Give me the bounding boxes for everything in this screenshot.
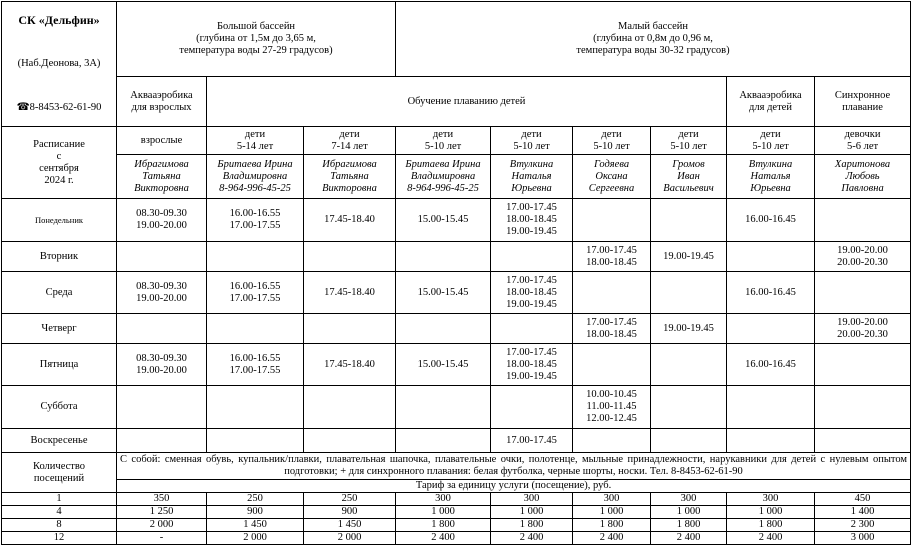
time-cell: 16.00-16.55 17.00-17.55 xyxy=(207,344,304,386)
time-cell: 19.00-20.00 20.00-20.30 xyxy=(815,242,911,272)
price-cell: 2 300 xyxy=(815,519,911,532)
price-cell: 350 xyxy=(117,493,207,506)
schedule-row-sunday xyxy=(2,429,911,453)
big-pool-name: Большой бассейн xyxy=(216,21,296,32)
trainers-row xyxy=(2,155,911,199)
program-aqua-kids: Аквааэробика для детей xyxy=(727,77,815,127)
small-pool-name: Малый бассейн xyxy=(618,21,689,32)
time-cell: 10.00-10.45 11.00-11.45 12.00-12.45 xyxy=(573,386,651,429)
price-cell: 1 800 xyxy=(573,519,651,532)
price-cell: 300 xyxy=(727,493,815,506)
time-cell: 15.00-15.45 xyxy=(396,199,491,242)
small-pool-header xyxy=(396,2,911,77)
price-cell: 900 xyxy=(207,506,304,519)
price-cell: 1 400 xyxy=(815,506,911,519)
price-cell: 2 000 xyxy=(117,519,207,532)
schedule-row-friday xyxy=(2,344,911,386)
time-cell xyxy=(573,429,651,453)
time-cell: 16.00-16.45 xyxy=(727,199,815,242)
org-info xyxy=(2,2,117,127)
day-label: Воскресенье xyxy=(2,429,117,453)
schedule-row-thursday xyxy=(2,314,911,344)
price-cell: 1 450 xyxy=(304,519,396,532)
time-cell xyxy=(117,242,207,272)
time-cell xyxy=(207,314,304,344)
time-cell xyxy=(304,314,396,344)
time-cell: 16.00-16.55 17.00-17.55 xyxy=(207,199,304,242)
big-pool-details: (глубина от 1,5м до 3,65 м, температура воды 27-29 градусов) xyxy=(179,33,333,56)
time-cell: 17.00-17.45 18.00-18.45 19.00-19.45 xyxy=(491,272,573,314)
day-label: Вторник xyxy=(2,242,117,272)
time-cell: 17.45-18.40 xyxy=(304,272,396,314)
time-cell xyxy=(815,199,911,242)
trainer-cell: Громов Иван Васильевич xyxy=(651,155,727,199)
big-pool-header xyxy=(117,2,396,77)
price-cell: 900 xyxy=(304,506,396,519)
price-cell: 300 xyxy=(491,493,573,506)
phone-number: 8-8453-62-61-90 xyxy=(29,102,102,113)
group-cell: дети 5-10 лет xyxy=(651,127,727,155)
schedule-table xyxy=(1,1,911,545)
org-name: СК «Дельфин» xyxy=(18,13,100,27)
price-cell: 250 xyxy=(207,493,304,506)
trainer-cell: Харитонова Любовь Павловна xyxy=(815,155,911,199)
program-kids-swim: Обучение плаванию детей xyxy=(207,77,727,127)
time-cell xyxy=(207,386,304,429)
time-cell xyxy=(304,386,396,429)
time-cell xyxy=(573,272,651,314)
schedule-row-monday xyxy=(2,199,911,242)
price-cell: 300 xyxy=(651,493,727,506)
price-row xyxy=(2,532,911,545)
trainer-cell: Ибрагимова Татьяна Викторовна xyxy=(117,155,207,199)
time-cell xyxy=(491,386,573,429)
programs-header-row xyxy=(2,77,911,127)
time-cell xyxy=(491,314,573,344)
price-cell: 300 xyxy=(396,493,491,506)
visits-count: 4 xyxy=(2,506,117,519)
group-cell: дети 5-10 лет xyxy=(573,127,651,155)
time-cell: 17.00-17.45 18.00-18.45 xyxy=(573,242,651,272)
time-cell: 16.00-16.45 xyxy=(727,344,815,386)
price-cell: 300 xyxy=(573,493,651,506)
price-cell: 1 800 xyxy=(727,519,815,532)
time-cell: 17.45-18.40 xyxy=(304,344,396,386)
group-cell: дети 5-10 лет xyxy=(491,127,573,155)
price-cell: 1 000 xyxy=(727,506,815,519)
group-cell: дети 5-10 лет xyxy=(727,127,815,155)
telephone-icon: ☎ xyxy=(16,102,30,113)
visits-count: 1 xyxy=(2,493,117,506)
price-row xyxy=(2,519,911,532)
program-aqua-adults: Аквааэробика для взрослых xyxy=(117,77,207,127)
time-cell: 16.00-16.55 17.00-17.55 xyxy=(207,272,304,314)
time-cell xyxy=(207,242,304,272)
price-row xyxy=(2,506,911,519)
price-cell: 1 800 xyxy=(396,519,491,532)
time-cell xyxy=(651,386,727,429)
tariff-header-row xyxy=(2,480,911,493)
time-cell xyxy=(651,272,727,314)
time-cell xyxy=(396,242,491,272)
price-cell: - xyxy=(117,532,207,545)
price-cell: 2 400 xyxy=(396,532,491,545)
price-cell: 2 000 xyxy=(207,532,304,545)
note-row xyxy=(2,453,911,480)
price-cell: 1 250 xyxy=(117,506,207,519)
price-cell: 1 800 xyxy=(651,519,727,532)
time-cell xyxy=(651,429,727,453)
time-cell xyxy=(396,386,491,429)
day-label: Четверг xyxy=(2,314,117,344)
org-address: (Наб.Деонова, 3А) xyxy=(17,58,101,69)
time-cell xyxy=(727,386,815,429)
day-label: Суббота xyxy=(2,386,117,429)
time-cell: 08.30-09.30 19.00-20.00 xyxy=(117,272,207,314)
price-row xyxy=(2,493,911,506)
time-cell: 17.00-17.45 18.00-18.45 xyxy=(573,314,651,344)
groups-row xyxy=(2,127,911,155)
time-cell xyxy=(651,344,727,386)
time-cell xyxy=(396,429,491,453)
price-cell: 2 400 xyxy=(651,532,727,545)
trainer-cell: Бритаева Ирина Владимировна 8-964-996-45-25 xyxy=(207,155,304,199)
time-cell xyxy=(815,344,911,386)
tariff-label: Тариф за единицу услуги (посещение), руб. xyxy=(117,480,911,493)
time-cell xyxy=(815,386,911,429)
price-cell: 3 000 xyxy=(815,532,911,545)
time-cell xyxy=(573,199,651,242)
time-cell xyxy=(491,242,573,272)
time-cell xyxy=(815,272,911,314)
time-cell xyxy=(727,242,815,272)
trainer-cell: Ибрагимова Татьяна Викторовна xyxy=(304,155,396,199)
day-label: Пятница xyxy=(2,344,117,386)
price-cell: 1 000 xyxy=(573,506,651,519)
time-cell xyxy=(207,429,304,453)
visits-count: 8 xyxy=(2,519,117,532)
time-cell: 16.00-16.45 xyxy=(727,272,815,314)
time-cell: 08.30-09.30 19.00-20.00 xyxy=(117,199,207,242)
trainer-cell: Бритаева Ирина Владимировна 8-964-996-45-25 xyxy=(396,155,491,199)
price-cell: 1 450 xyxy=(207,519,304,532)
time-cell: 19.00-20.00 20.00-20.30 xyxy=(815,314,911,344)
time-cell xyxy=(117,429,207,453)
time-cell: 19.00-19.45 xyxy=(651,314,727,344)
price-cell: 2 400 xyxy=(491,532,573,545)
trainer-cell: Втулкина Наталья Юрьевна xyxy=(491,155,573,199)
time-cell: 19.00-19.45 xyxy=(651,242,727,272)
small-pool-details: (глубина от 0,8м до 0,96 м, температура воды 30-32 градусов) xyxy=(576,33,730,56)
group-cell: девочки 5-6 лет xyxy=(815,127,911,155)
time-cell: 17.00-17.45 18.00-18.45 19.00-19.45 xyxy=(491,199,573,242)
visits-count: 12 xyxy=(2,532,117,545)
price-cell: 2 000 xyxy=(304,532,396,545)
price-cell: 250 xyxy=(304,493,396,506)
group-cell: дети 5-14 лет xyxy=(207,127,304,155)
time-cell xyxy=(727,429,815,453)
time-cell: 08.30-09.30 19.00-20.00 xyxy=(117,344,207,386)
price-cell: 450 xyxy=(815,493,911,506)
group-cell: дети 7-14 лет xyxy=(304,127,396,155)
time-cell xyxy=(727,314,815,344)
time-cell: 17.00-17.45 18.00-18.45 19.00-19.45 xyxy=(491,344,573,386)
time-cell xyxy=(396,314,491,344)
time-cell: 17.00-17.45 xyxy=(491,429,573,453)
time-cell: 17.45-18.40 xyxy=(304,199,396,242)
time-cell xyxy=(573,344,651,386)
price-cell: 1 800 xyxy=(491,519,573,532)
org-phone xyxy=(3,102,115,114)
items-to-bring-note: С собой: сменная обувь, купальник/плавки, плавательная шапочка, плавательные очки, полотенце, мыльные принадлежности, нарукавники для детей с нулевым опытом подготовки; + для синхронного плавания: белая футболка, черные шорты, носки. Тел. 8-8453-62-61-90 xyxy=(117,453,911,480)
program-synchro: Синхронное плавание xyxy=(815,77,911,127)
group-cell: взрослые xyxy=(117,127,207,155)
price-cell: 2 400 xyxy=(573,532,651,545)
price-cell: 2 400 xyxy=(727,532,815,545)
trainer-cell: Втулкина Наталья Юрьевна xyxy=(727,155,815,199)
time-cell xyxy=(304,242,396,272)
day-label: Среда xyxy=(2,272,117,314)
schedule-row-wednesday xyxy=(2,272,911,314)
schedule-label: Расписание с сентября 2024 г. xyxy=(2,127,117,199)
day-label: Понедельник xyxy=(2,199,117,242)
time-cell xyxy=(815,429,911,453)
schedule-row-tuesday xyxy=(2,242,911,272)
time-cell xyxy=(117,314,207,344)
time-cell: 15.00-15.45 xyxy=(396,344,491,386)
time-cell xyxy=(651,199,727,242)
time-cell xyxy=(304,429,396,453)
price-cell: 1 000 xyxy=(651,506,727,519)
pools-header-row xyxy=(2,2,911,77)
time-cell xyxy=(117,386,207,429)
group-cell: дети 5-10 лет xyxy=(396,127,491,155)
trainer-cell: Годяева Оксана Сергеевна xyxy=(573,155,651,199)
price-cell: 1 000 xyxy=(491,506,573,519)
schedule-row-saturday xyxy=(2,386,911,429)
price-cell: 1 000 xyxy=(396,506,491,519)
visits-label: Количество посещений xyxy=(2,453,117,493)
time-cell: 15.00-15.45 xyxy=(396,272,491,314)
